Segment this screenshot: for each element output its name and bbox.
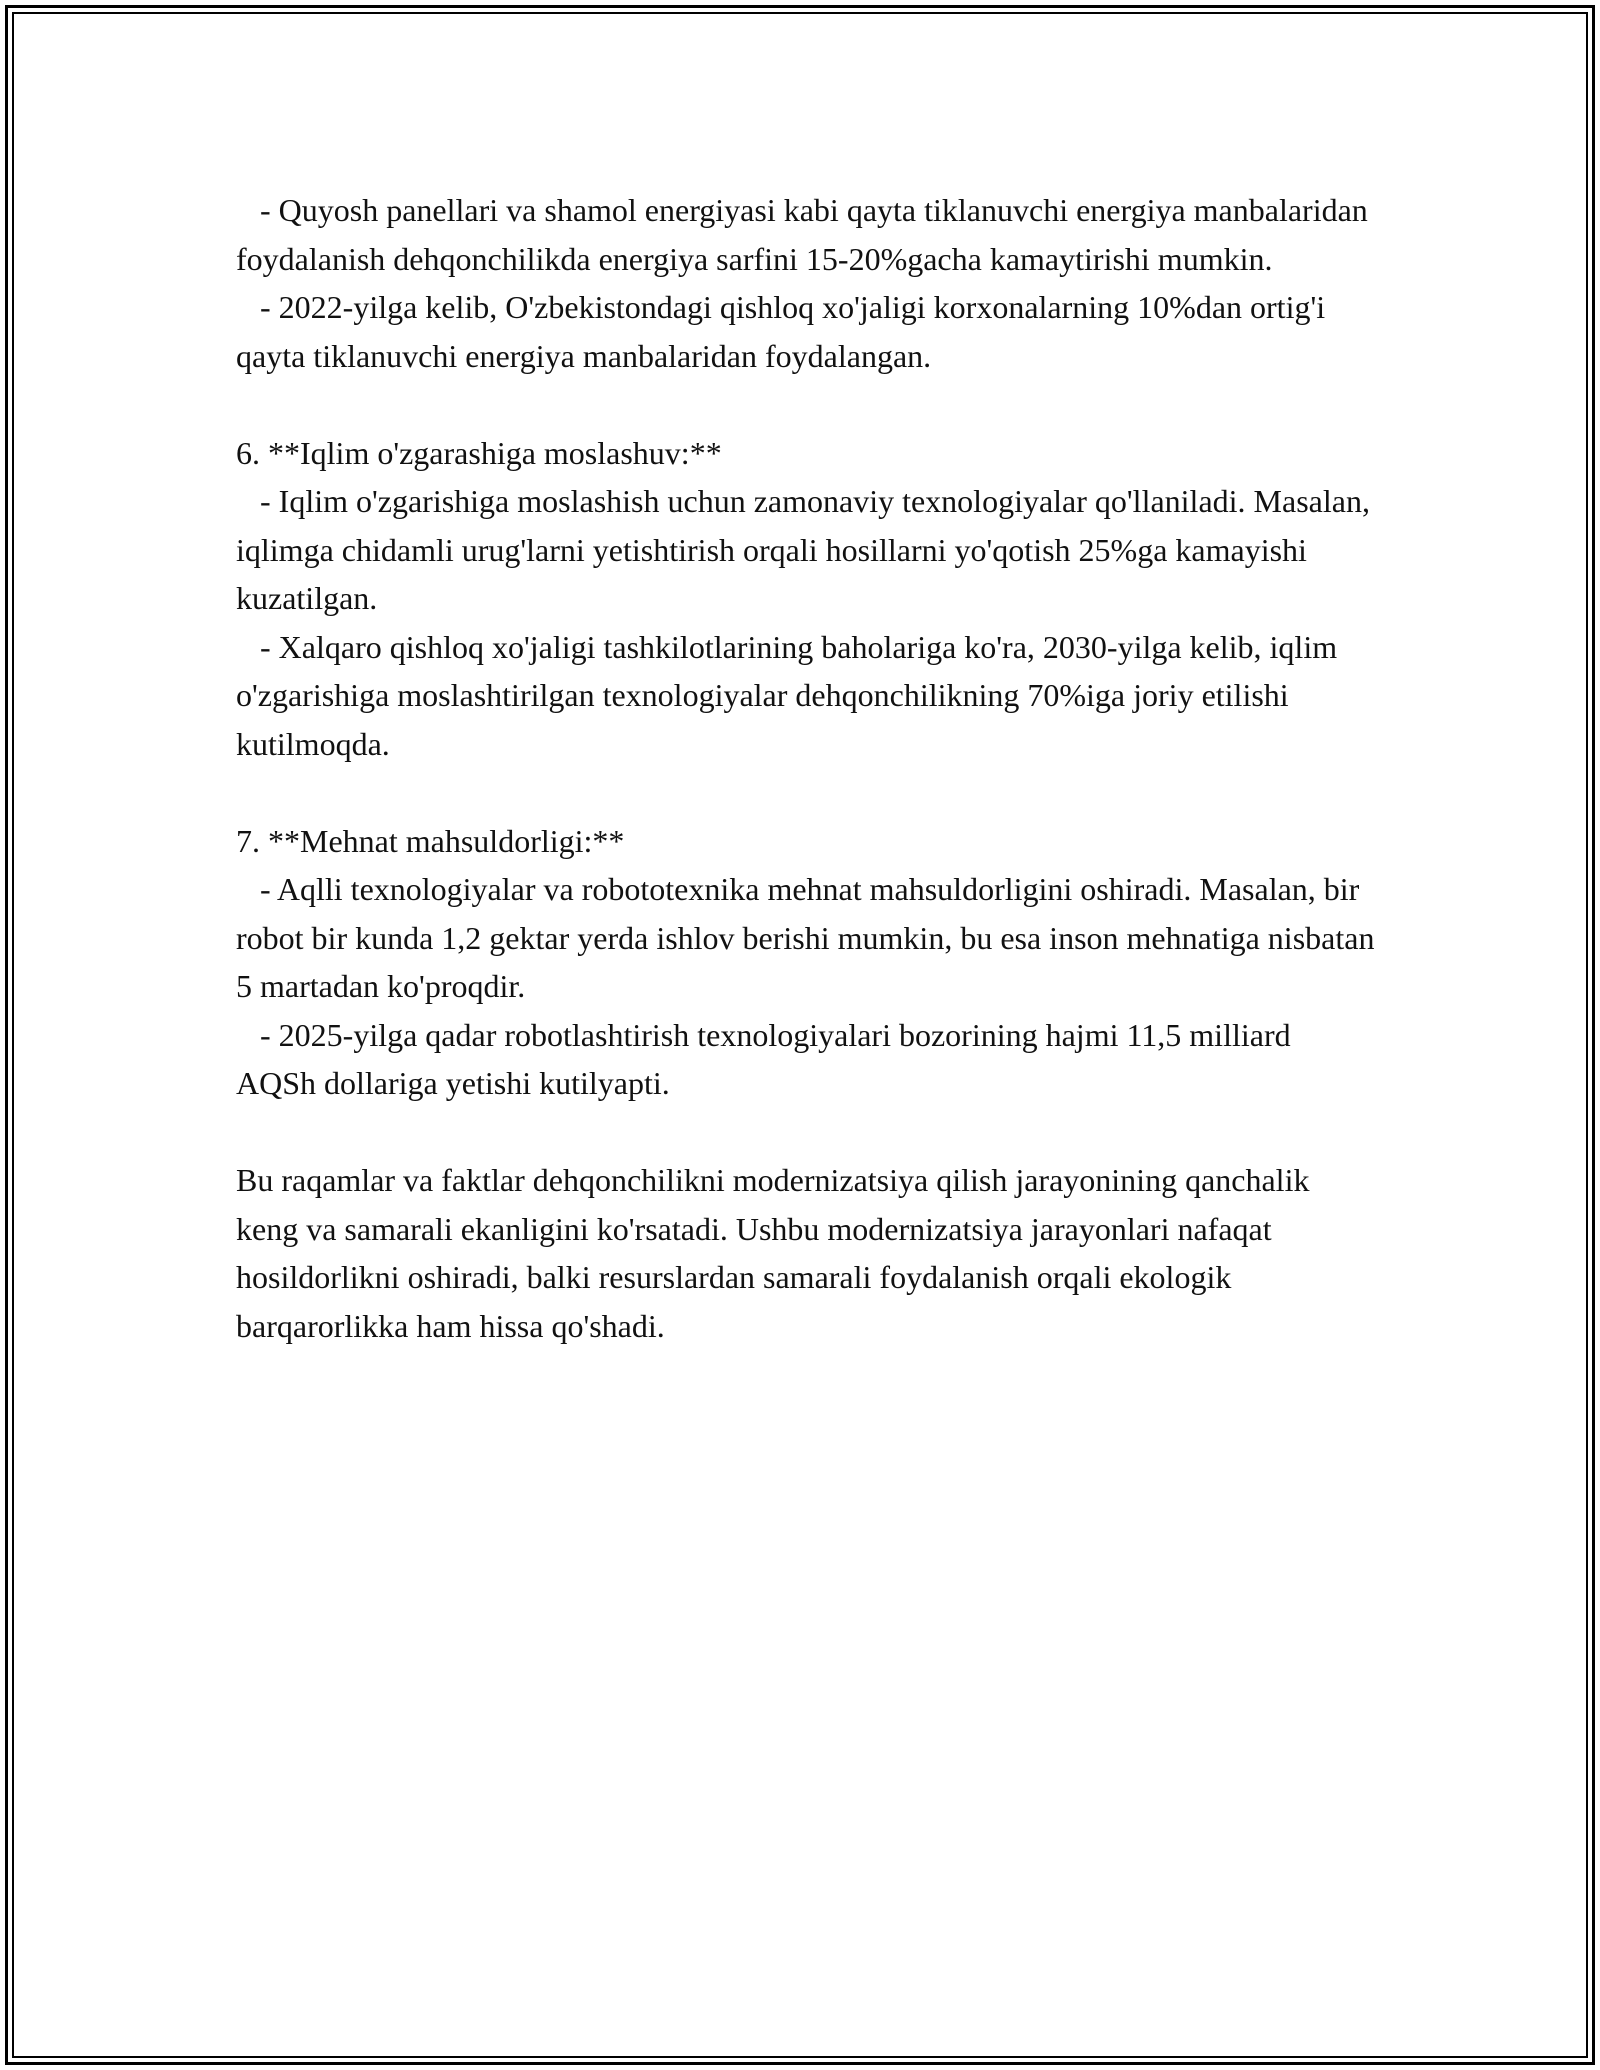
bullet-climate-2030-forecast: - Xalqaro qishloq xo'jaligi tashkilotlarining baholariga ko'ra, 2030-yilga kelib, iqlim o'zgarishiga moslashtirilgan texnologiyalar dehqonchilikning 70%iga joriy etilishi kutilmoqda.: [236, 628, 1346, 762]
bullet-renewable-energy-2022: - 2022-yilga kelib, O'zbekistondagi qishloq xo'jaligi korxonalarning 10%dan ortig'i qayta tiklanuvchi energiya manbalaridan foydalangan.: [236, 289, 1334, 374]
paragraph-gap: [236, 1108, 1376, 1157]
section-heading-climate-adaptation: 6. **Iqlim o'zgarashiga moslashuv:**: [236, 434, 722, 471]
section-heading-labor-productivity: 7. **Mehnat mahsuldorligi:**: [236, 822, 625, 859]
conclusion-paragraph: Bu raqamlar va faktlar dehqonchilikni modernizatsiya qilish jarayonining qanchalik keng va samarali ekanligini ko'rsatadi. Ushbu modernizatsiya jarayonlari nafaqat hosildorlikni oshiradi, balki resurslardan samarali foydalanish orqali ekologik barqarorlikka ham hissa qo'shadi.: [236, 1162, 1318, 1344]
bullet-robotics-productivity: - Aqlli texnologiyalar va robototexnika mehnat mahsuldorligini oshiradi. Masalan, bir robot bir kunda 1,2 gektar yerda ishlov berishi mumkin, bu esa inson mehnatiga nisbatan 5 martadan ko'proqdir.: [236, 871, 1383, 1004]
paragraph-gap: [236, 380, 1376, 429]
paragraph-gap: [236, 768, 1376, 817]
bullet-climate-technologies: - Iqlim o'zgarishiga moslashish uchun zamonaviy texnologiyalar qo'llaniladi. Masalan, iqlimga chidamli urug'larni yetishtirish orqali hosillarni yo'qotish 25%ga kamayishi kuzatilgan.: [236, 483, 1378, 616]
bullet-renewable-energy-savings: - Quyosh panellari va shamol energiyasi kabi qayta tiklanuvchi energiya manbalaridan foydalanish dehqonchilikda energiya sarfini 15-20%gacha kamaytirishi mumkin.: [236, 192, 1376, 277]
document-body: [236, 186, 1383, 1350]
bullet-robotics-market-2025: - 2025-yilga qadar robotlashtirish texnologiyalari bozorining hajmi 11,5 milliard AQSh dollariga yetishi kutilyapti.: [236, 1016, 1297, 1101]
